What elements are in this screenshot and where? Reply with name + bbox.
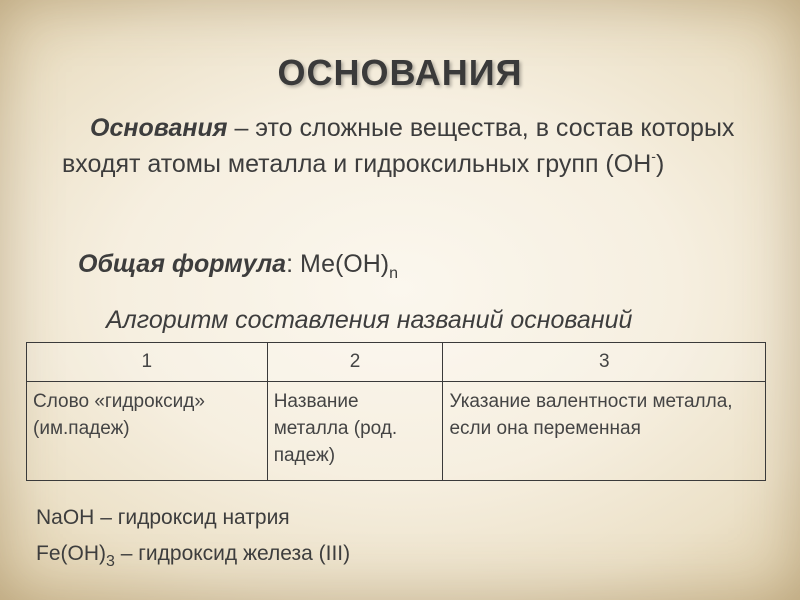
- formula-subscript: n: [389, 265, 399, 282]
- formula-base: Ме(ОН): [299, 250, 390, 278]
- example-naoh: [36, 506, 290, 530]
- table-header-cell: 1: [27, 343, 268, 382]
- naming-algorithm-table: [26, 342, 766, 481]
- definition-text: – это сложные вещества, в состав которых входят атомы металла и гидроксильных групп (ОН: [62, 114, 735, 178]
- example-name: – гидроксид железа (III): [114, 542, 351, 565]
- table-row: [27, 382, 766, 481]
- table-header-row: [27, 343, 766, 382]
- definition-term: Основания: [90, 114, 228, 142]
- table-cell: Указание валентности металла, если она переменная: [443, 382, 766, 481]
- formula-separator: :: [286, 250, 300, 278]
- example-subscript: 3: [106, 553, 115, 570]
- definition-closing: ): [655, 150, 665, 178]
- algorithm-title: Алгоритм составления названий оснований: [106, 306, 633, 334]
- table-cell: Слово «гидроксид» (им.падеж): [27, 382, 268, 481]
- slide-title: ОСНОВАНИЯ: [277, 52, 523, 93]
- example-name: – гидроксид натрия: [94, 506, 290, 529]
- example-feoh3: [36, 542, 351, 570]
- charge-superscript: -: [651, 148, 656, 164]
- definition-paragraph: [62, 110, 782, 182]
- formula-label: Общая формула: [78, 250, 287, 278]
- example-formula: Fe(OH): [36, 542, 106, 565]
- general-formula: [78, 250, 399, 282]
- table-cell: Название металла (род. падеж): [267, 382, 443, 481]
- table-header-cell: 2: [267, 343, 443, 382]
- table-header-cell: 3: [443, 343, 766, 382]
- example-formula: NaOH: [36, 506, 95, 529]
